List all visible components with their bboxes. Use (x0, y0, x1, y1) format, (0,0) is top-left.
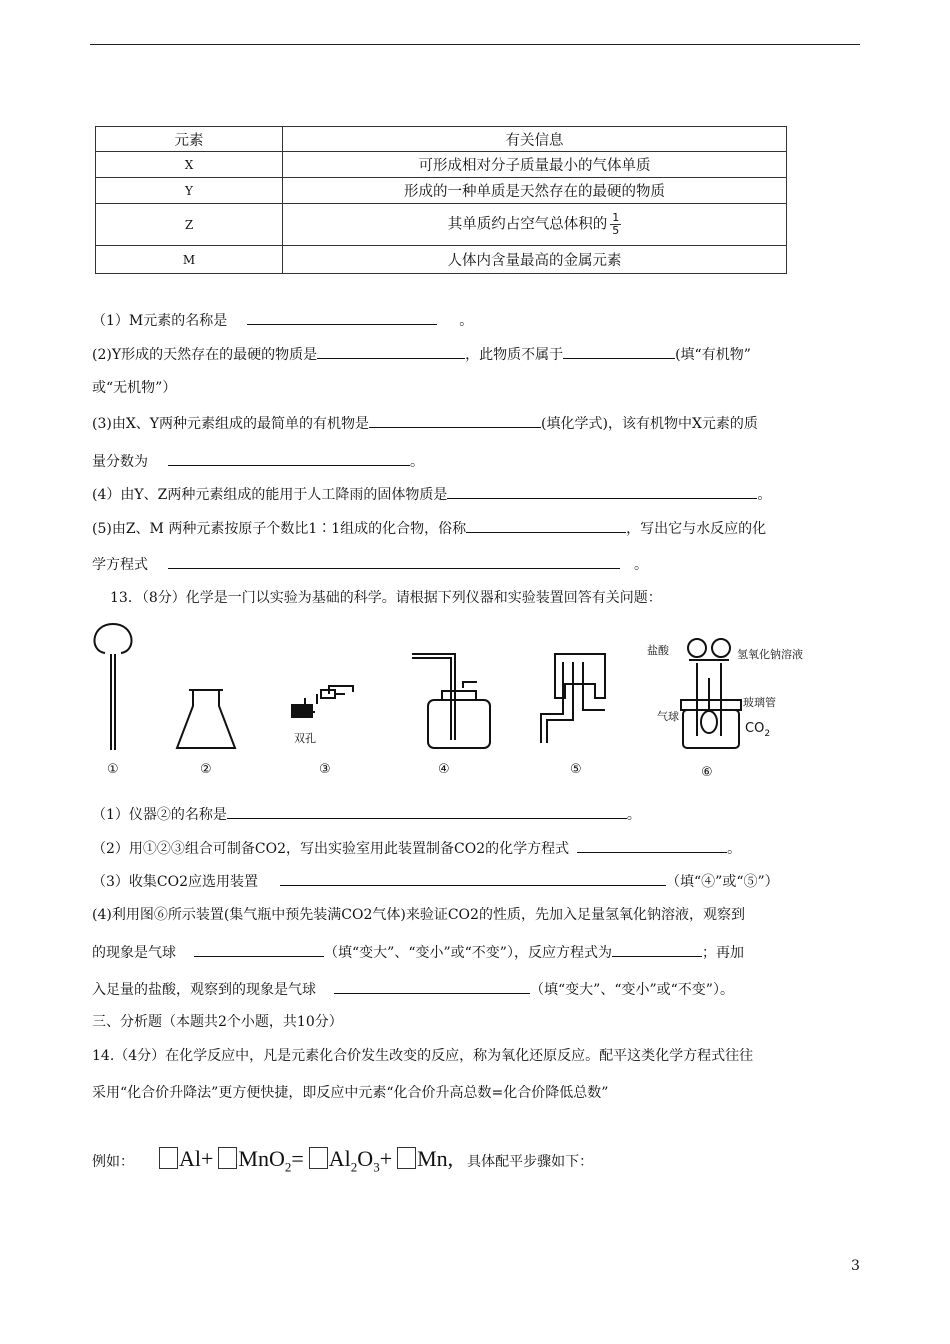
conical-flask-icon (177, 690, 235, 748)
answer-blank[interactable] (563, 344, 675, 359)
apparatus-figure (85, 618, 875, 788)
label-5: ⑤ (570, 762, 582, 777)
answer-blank[interactable] (317, 344, 465, 359)
header-rule (90, 44, 860, 45)
table-row (96, 178, 787, 204)
info-text: 其单质约占空气总体积的 (447, 216, 608, 233)
table-row (96, 246, 787, 274)
element-info-table (95, 126, 787, 274)
acid-label: 盐酸 (647, 644, 669, 657)
q14-line1: 14.（4分）在化学反应中，凡是元素化合价发生改变的反应，称为氧化还原反应。配平这类化学方程式往往 (92, 1048, 754, 1064)
gas-collection-bottle-icon (412, 654, 490, 748)
answer-blank[interactable] (168, 451, 410, 466)
answer-blank[interactable] (194, 942, 324, 957)
q13-title: 13．（8分）化学是一门以实验为基础的科学。请根据下列仪器和实验装置回答有关问题： (110, 590, 662, 606)
answer-blank[interactable] (168, 554, 620, 569)
coefficient-box[interactable] (159, 1147, 178, 1169)
q14-line2: 采用“化合价升降法”更方便快捷，即反应中元素“化合价升高总数=化合价降低总数” (92, 1085, 609, 1101)
q12-line5: (5)由Z、M 两种元素按原子个数比1∶1组成的化合物，俗称 ，写出它与水反应的化 (92, 518, 766, 539)
label-1: ① (107, 762, 119, 777)
label-4: ④ (438, 762, 450, 777)
label-3: ③ (319, 762, 331, 777)
answer-blank[interactable] (369, 413, 541, 428)
q12-line4: (4）由Y、Z两种元素组成的能用于人工降雨的固体物质是 。 (92, 484, 771, 505)
answer-blank[interactable] (280, 871, 666, 886)
coefficient-box[interactable] (397, 1147, 416, 1169)
section-3-heading: 三、分析题（本题共2个小题，共10分） (92, 1014, 343, 1030)
table-row (96, 204, 787, 246)
co2-naoh-apparatus-icon (681, 639, 741, 748)
answer-blank[interactable] (447, 484, 757, 499)
info-cell: 形成的一种单质是天然存在的最硬的物质 (283, 178, 787, 204)
q12-line3b: 量分数为 。 (92, 451, 424, 472)
stopper-label: 双孔 (294, 732, 316, 745)
q12-line5b: 学方程式 。 (92, 554, 648, 575)
balancing-equation: $Al+ MnO_2= Al_2O_3+ Mn$, (154, 1146, 453, 1171)
answer-blank[interactable] (577, 838, 727, 853)
q13-line1: （1）仪器②的名称是 。 (92, 804, 641, 825)
fraction (610, 212, 621, 237)
answer-blank[interactable] (247, 310, 437, 325)
element-cell: X (96, 152, 283, 178)
label-2: ② (200, 762, 212, 777)
info-cell: 可形成相对分子质量最小的气体单质 (283, 152, 787, 178)
long-neck-funnel-icon (95, 624, 132, 750)
answer-blank[interactable] (334, 979, 530, 994)
element-cell: M (96, 246, 283, 274)
answer-blank[interactable] (227, 804, 627, 819)
info-cell: 人体内含量最高的金属元素 (283, 246, 787, 274)
header-info: 有关信息 (283, 127, 787, 152)
element-cell: Z (96, 204, 283, 246)
stopper-fill (291, 704, 313, 718)
q13-line2: （2）用①②③组合可制备CO2，写出实验室用此装置制备CO2的化学方程式 。 (92, 838, 741, 859)
glass-tube-label: 玻璃管 (743, 696, 776, 709)
coefficient-box[interactable] (309, 1147, 328, 1169)
fraction-numerator: 1 (612, 211, 620, 224)
answer-blank[interactable] (612, 942, 702, 957)
label-6: ⑥ (701, 765, 713, 780)
naoh-label: 氢氧化钠溶液 (737, 648, 803, 661)
page-number: 3 (851, 1258, 860, 1274)
answer-blank[interactable] (466, 518, 626, 533)
header-element: 元素 (96, 127, 283, 152)
q12-line3: (3)由X、Y两种元素组成的最简单的有机物是 (填化学式)，该有机物中X元素的质 (92, 413, 758, 434)
q13-line3: （3）收集CO2应选用装置 （填“④”或“⑤”） (92, 871, 779, 892)
balloon-label: 气球 (657, 710, 679, 723)
table-header-row (96, 127, 787, 152)
coefficient-box[interactable] (218, 1147, 237, 1169)
q14-example: 例如： $Al+ MnO_2= Al_2O_3+ Mn$, 具体配平步骤如下： (92, 1146, 594, 1175)
fraction-denominator: 5 (612, 224, 620, 237)
table-row (96, 152, 787, 178)
q12-line1: （1）M元素的名称是 。 (92, 310, 473, 331)
q13-line4b: 的现象是气球 （填“变大”、“变小”或“不变”），反应方程式为 ；再加 (92, 942, 744, 963)
element-cell: Y (96, 178, 283, 204)
q13-line4: (4)利用图⑥所示装置(集气瓶中预先装满CO2气体)来验证CO2的性质，先加入足量氢氧化钠溶液，观察到 (92, 907, 745, 923)
q13-line4c: 入足量的盐酸，观察到的现象是气球 （填“变大”、“变小”或“不变”）。 (92, 979, 734, 1000)
info-cell (283, 204, 787, 246)
q12-line2b: 或“无机物”） (92, 380, 177, 396)
co2-label: $CO_2$ (745, 721, 771, 739)
q12-line2: (2)Y形成的天然存在的最硬的物质是 ，此物质不属于 (填“有机物” (92, 344, 751, 365)
bent-tube-bottle-icon (541, 654, 605, 743)
